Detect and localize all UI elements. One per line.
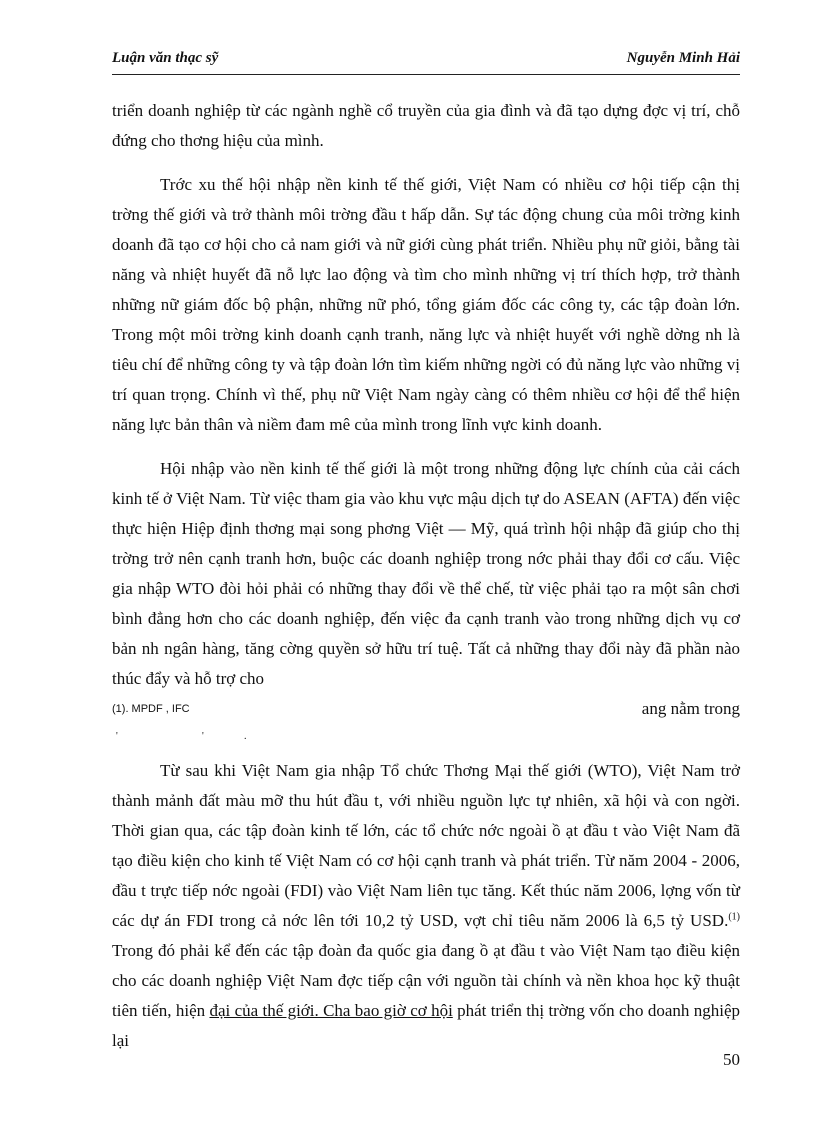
clipped-line-remnant <box>112 724 740 742</box>
paragraph-3-tail: ang nằm trong <box>641 699 740 718</box>
header-author-name: Nguyễn Minh Hải <box>626 50 740 66</box>
paragraph-4-underlined: đại của thế giới. Cha bao giờ cơ hội <box>209 1001 453 1020</box>
footnote-fragment: (1). MPDF , IFC <box>112 703 190 715</box>
paragraph-4-text-b: Trong đó phải kể đến các tập đoàn đa quốc gia đang ồ ạt đầu t vào Việt Nam tạo điều kiện cho các doanh nghiệp Việt Nam đợc tiếp cận với nguồn tài chính và nền khoa học kỹ thuật tiên tiến, hiện <box>112 941 740 1020</box>
footnote-reference: (1) <box>728 911 740 923</box>
clipped-dot: . <box>244 731 247 742</box>
paragraph-3: Hội nhập vào nền kinh tế thế giới là một trong những động lực chính của cải cách kinh tế ở Việt Nam. Từ việc tham gia vào khu vực mậu dịch tự do ASEAN (AFTA) đến việc thực hiện Hiệp định thơng mại song phơng Việt — Mỹ, quá trình hội nhập đã giúp cho thị trờng trở nên cạnh tranh hơn, buộc các doanh nghiệp trong nớc phải thay đổi cơ cấu. Việc gia nhập WTO đòi hỏi phải có những thay đổi về thể chế, từ việc phải tạo ra một sân chơi bình đẳng hơn cho các doanh nghiệp, đến việc đa cạnh tranh vào trong những dịch vụ cơ bản nh ngân hàng, tăng cờng quyền sở hữu trí tuệ. Tất cả những thay đổi này đã phần nào thúc đẩy và hỗ trợ cho <box>112 459 740 688</box>
paragraph-4-text-a: Từ sau khi Việt Nam gia nhập Tổ chức Thơng Mại thế giới (WTO), Việt Nam trở thành mảnh đất màu mỡ thu hút đầu t, với nhiều nguồn lực tự nhiên, xã hội và con ngời. Thời gian qua, các tập đoàn kinh tế lớn, các tổ chức nớc ngoài ồ ạt đầu t vào Việt Nam đã tạo điều kiện cho kinh tế Việt Nam có cơ hội cạnh tranh và phát triển. Từ năm 2004 - 2006, đầu t trực tiếp nớc ngoài (FDI) vào Việt Nam liên tục tăng. Kết thúc năm 2006, lợng vốn từ các dự án FDI trong cả nớc lên tới 10,2 tỷ USD, vợt chỉ tiêu năm 2006 là 6,5 tỷ USD. <box>112 761 740 930</box>
paragraph-4 <box>112 756 740 1056</box>
header-thesis-label: Luận văn thạc sỹ <box>112 50 219 66</box>
body-text <box>112 96 740 1056</box>
paragraph-4-text-c: phát triển thị trờng vốn cho doanh nghiệp lại <box>112 1001 740 1050</box>
clipped-dot: ' <box>202 731 204 742</box>
clipped-dot: ' <box>116 731 118 742</box>
page-header <box>112 50 740 75</box>
paragraph-1: triển doanh nghiệp từ các ngành nghề cổ truyền của gia đình và đã tạo dựng đợc vị trí, chỗ đứng cho thơng hiệu của mình. <box>112 101 740 150</box>
paragraph-2: Trớc xu thế hội nhập nền kinh tế thế giới, Việt Nam có nhiều cơ hội tiếp cận thị trờng thế giới và trở thành môi trờng đầu t hấp dẫn. Sự tác động chung của môi trờng kinh doanh đã tạo cơ hội cho cả nam giới và nữ giới cùng phát triển. Nhiều phụ nữ giỏi, bằng tài năng và nhiệt huyết đã nỗ lực lao động và tìm cho mình những vị trí thích hợp, trở thành những nữ giám đốc bộ phận, những nữ phó, tổng giám đốc các công ty, các tập đoàn lớn. Trong một môi trờng kinh doanh cạnh tranh, năng lực và nhiệt huyết với nghề dờng nh là tiêu chí để những công ty và tập đoàn lớn tìm kiếm những ngời có đủ năng lực vào những vị trí quan trọng. Chính vì thế, phụ nữ Việt Nam ngày càng có thêm nhiều cơ hội để thể hiện năng lực bản thân và niềm đam mê của mình trong lĩnh vực kinh doanh. <box>112 175 741 434</box>
page-number: 50 <box>723 1050 740 1069</box>
footnote-overlap-row <box>112 694 740 724</box>
